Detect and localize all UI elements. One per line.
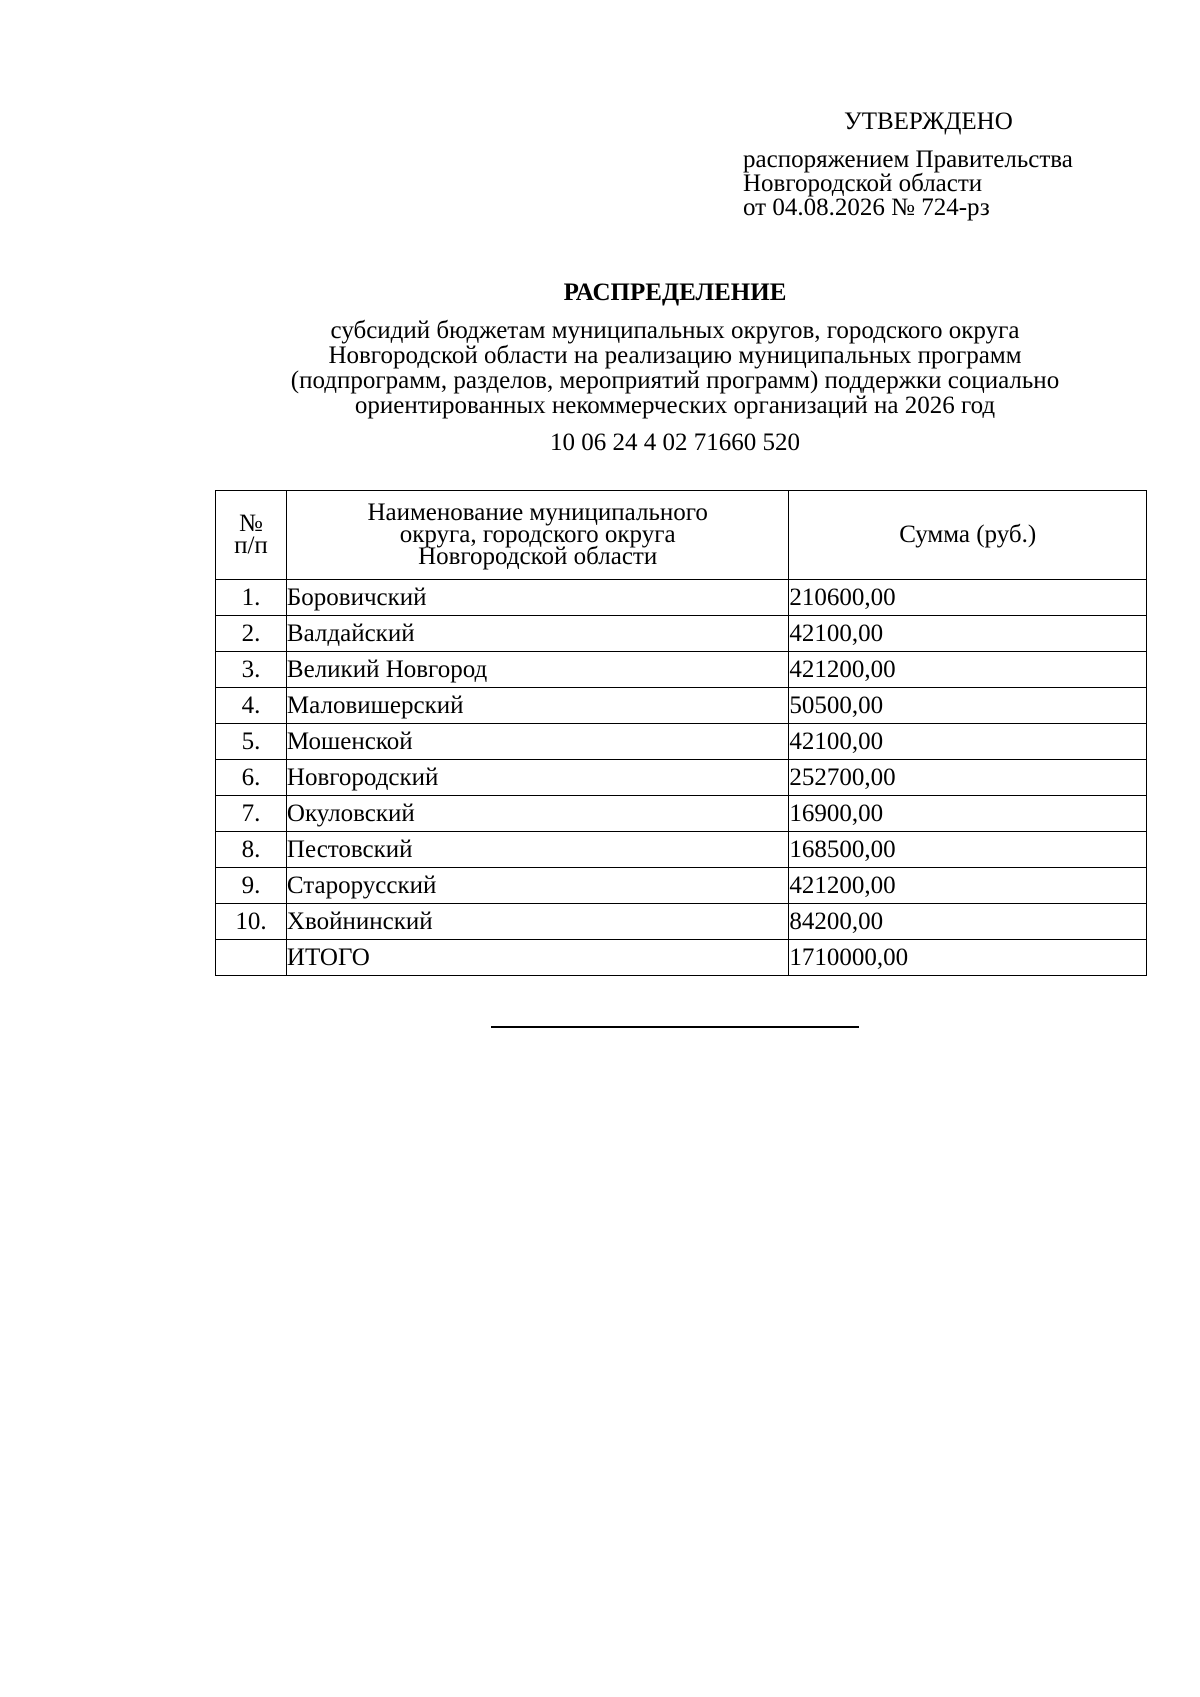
row-sum: 50500,00	[789, 688, 1147, 724]
row-number: 8.	[216, 832, 287, 868]
subtitle-line: Новгородской области на реализацию муниципальных программ	[328, 342, 1022, 369]
row-number: 5.	[216, 724, 287, 760]
row-number: 3.	[216, 652, 287, 688]
document-title: РАСПРЕДЕЛЕНИЕ	[563, 279, 787, 306]
row-district-name: Хвойнинский	[286, 904, 788, 940]
header-name-line: округа, городского округа	[399, 521, 676, 548]
row-sum: 421200,00	[789, 652, 1147, 688]
header-name	[286, 491, 788, 580]
subtitle-line: субсидий бюджетам муниципальных округов, городского округа	[330, 317, 1020, 344]
header-number-sign: №	[239, 510, 263, 537]
table-row	[216, 724, 1147, 760]
row-district-name: Валдайский	[286, 616, 788, 652]
table-row	[216, 652, 1147, 688]
closing-rule	[491, 1026, 859, 1028]
budget-classification-code: 10 06 24 4 02 71660 520	[550, 429, 800, 456]
approval-line-authority: распоряжением Правительства	[743, 146, 1073, 173]
table-row	[216, 868, 1147, 904]
row-sum: 84200,00	[789, 904, 1147, 940]
row-sum: 168500,00	[789, 832, 1147, 868]
row-district-name: Окуловский	[286, 796, 788, 832]
table-row	[216, 580, 1147, 616]
row-district-name: Новгородский	[286, 760, 788, 796]
row-district-name: Старорусский	[286, 868, 788, 904]
row-number: 6.	[216, 760, 287, 796]
table-total-row	[216, 940, 1147, 976]
row-number: 2.	[216, 616, 287, 652]
distribution-table	[215, 490, 1147, 976]
row-number: 7.	[216, 796, 287, 832]
table-row	[216, 760, 1147, 796]
row-sum: 252700,00	[789, 760, 1147, 796]
total-number	[216, 940, 287, 976]
approval-line-region: Новгородской области	[743, 170, 983, 197]
table-row	[216, 616, 1147, 652]
subtitle-line: ориентированных некоммерческих организаций на 2026 год	[354, 392, 996, 419]
row-number: 4.	[216, 688, 287, 724]
row-district-name: Боровичский	[286, 580, 788, 616]
total-sum: 1710000,00	[789, 940, 1147, 976]
table-row	[216, 904, 1147, 940]
row-number: 10.	[216, 904, 287, 940]
header-name-line: Наименование муниципального	[367, 499, 708, 526]
approval-block	[743, 108, 1163, 220]
header-name-line: Новгородской области	[418, 543, 658, 570]
row-sum: 16900,00	[789, 796, 1147, 832]
row-sum: 42100,00	[789, 616, 1147, 652]
row-sum: 42100,00	[789, 724, 1147, 760]
row-district-name: Великий Новгород	[286, 652, 788, 688]
total-label: ИТОГО	[286, 940, 788, 976]
row-district-name: Маловишерский	[286, 688, 788, 724]
table-row	[216, 796, 1147, 832]
table-row	[216, 832, 1147, 868]
approval-heading: УТВЕРЖДЕНО	[844, 108, 1013, 135]
row-number: 1.	[216, 580, 287, 616]
row-district-name: Мошенской	[286, 724, 788, 760]
row-sum: 210600,00	[789, 580, 1147, 616]
header-number	[216, 491, 287, 580]
document-subtitle	[0, 318, 1200, 418]
subtitle-line: (подпрограмм, разделов, мероприятий программ) поддержки социально	[290, 367, 1060, 394]
table-row	[216, 688, 1147, 724]
row-district-name: Пестовский	[286, 832, 788, 868]
header-sum: Сумма (руб.)	[789, 491, 1147, 580]
row-sum: 421200,00	[789, 868, 1147, 904]
row-number: 9.	[216, 868, 287, 904]
header-number-abbr: п/п	[234, 532, 268, 559]
table-header-row	[216, 491, 1147, 580]
approval-line-date-number: от 04.08.2026 № 724-рз	[743, 194, 990, 221]
